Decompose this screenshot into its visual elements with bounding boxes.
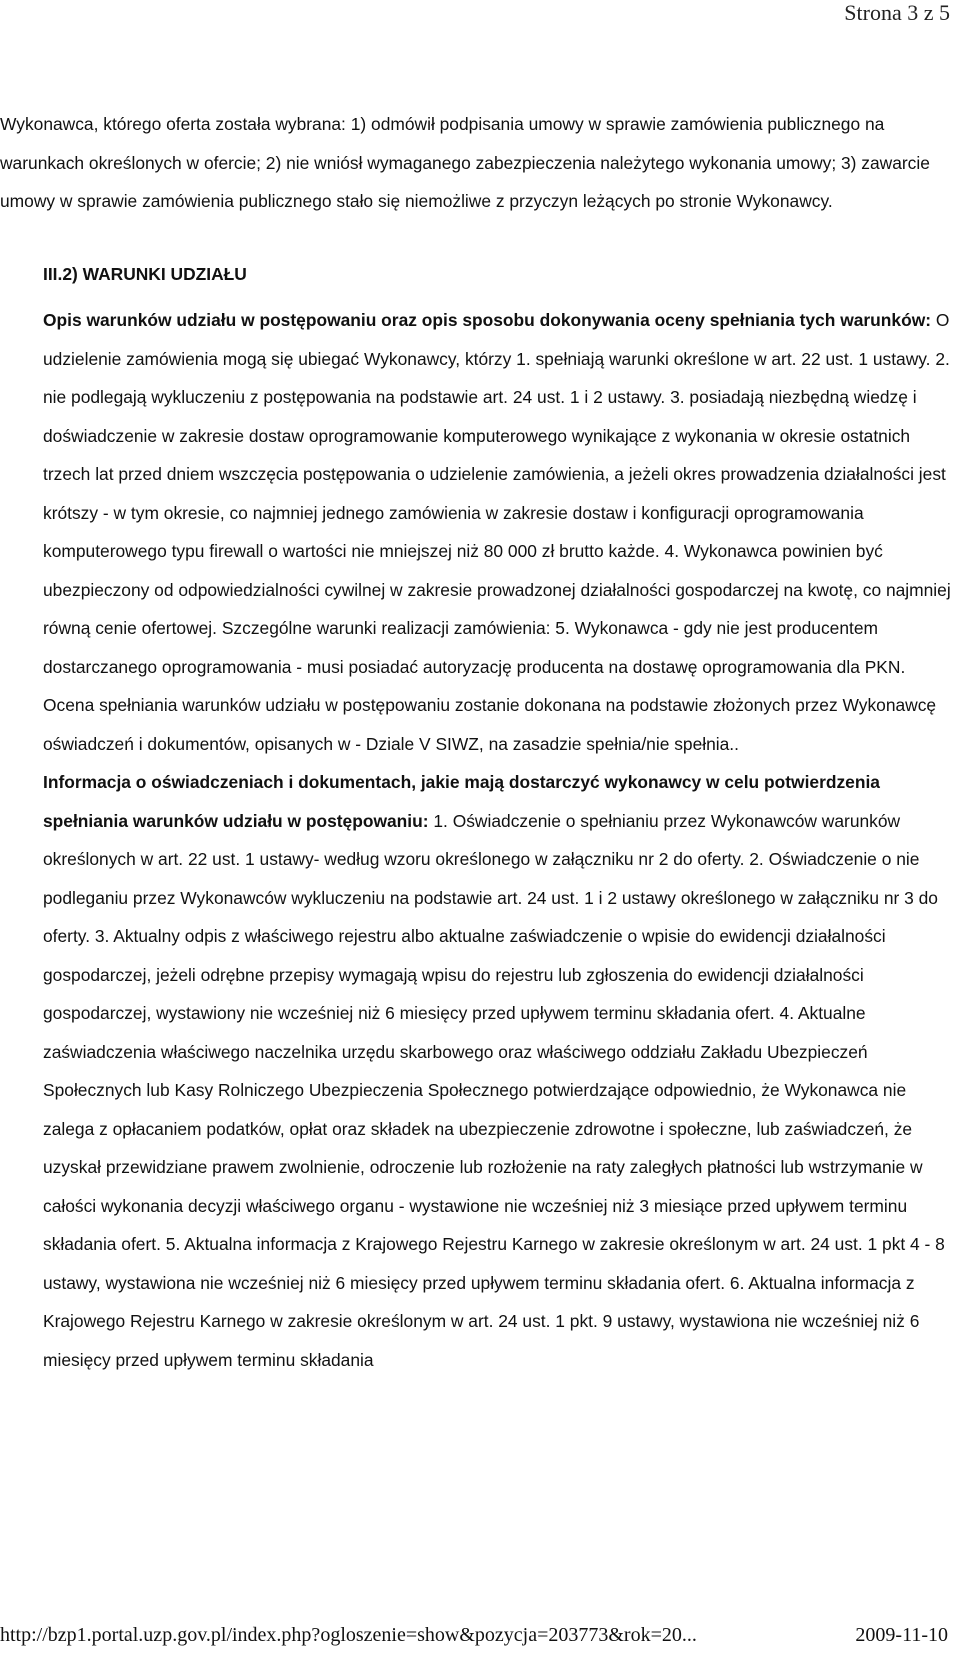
documents-paragraph (43, 763, 955, 1379)
footer-date: 2009-11-10 (855, 1624, 948, 1646)
conditions-label: Opis warunków udziału w postępowaniu oraz opis sposobu dokonywania oceny spełniania tych warunków: (43, 310, 932, 330)
conditions-text: O udzielenie zamówienia mogą się ubiegać Wykonawcy, którzy 1. spełniają warunki określone w art. 22 ust. 1 ustawy. 2. nie podlegają wykluczeniu z postępowania na podstawie art. 24 ust. 1 i 2 ustawy. 3. posiadają niezbędną wiedzę i doświadczenie w zakresie dostaw oprogramowanie komputerowego wynikające z wykonania w okresie ostatnich trzech lat przed dniem wszczęcia postępowania o udzielenie zamówienia, a jeżeli okres prowadzenia działalności jest krótszy - w tym okresie, co najmniej jednego zamówienia w zakresie dostaw i konfiguracji oprogramowania komputerowego typu firewall o wartości nie mniejszej niż 80 000 zł brutto każde. 4. Wykonawca powinien być ubezpieczony od odpowiedzialności cywilnej w zakresie prowadzonej działalności gospodarczej na kwotę, co najmniej równą cenie ofertowej. Szczególne warunki realizacji zamówienia: 5. Wykonawca - gdy nie jest producentem dostarczanego oprogramowania - musi posiadać autoryzację producenta na dostawę oprogramowania dla PKN. Ocena spełniania warunków udziału w postępowaniu zostanie dokonana na podstawie złożonych przez Wykonawcę oświadczeń i dokumentów, opisanych w - Dziale V SIWZ, na zasadzie spełnia/nie spełnia.. (43, 310, 951, 754)
page-footer (0, 1624, 960, 1654)
documents-text: 1. Oświadczenie o spełnianiu przez Wykonawców warunków określonych w art. 22 ust. 1 ustawy- według wzoru określonego w załączniku nr 2 do oferty. 2. Oświadczenie o nie podleganiu przez Wykonawców wykluczeniu na podstawie art. 24 ust. 1 i 2 ustawy określonego w załączniku nr 3 do oferty. 3. Aktualny odpis z właściwego rejestru albo aktualne zaświadczenie o wpisie do ewidencji działalności gospodarczej, jeżeli odrębne przepisy wymagają wpisu do rejestru lub zgłoszenia do ewidencji działalności gospodarczej, wystawiony nie wcześniej niż 6 miesięcy przed upływem terminu składania ofert. 4. Aktualne zaświadczenia właściwego naczelnika urzędu skarbowego oraz właściwego oddziału Zakładu Ubezpieczeń Społecznych lub Kasy Rolniczego Ubezpieczenia Społecznego potwierdzające odpowiednio, że Wykonawca nie zalega z opłacaniem podatków, opłat oraz składek na ubezpieczenie zdrowotne i społeczne, lub zaświadczeń, że uzyskał przewidziane prawem zwolnienie, odroczenie lub rozłożenie na raty zaległych płatności lub wstrzymanie w całości wykonania decyzji właściwego organu - wystawione nie wcześniej niż 3 miesiące przed upływem terminu składania ofert. 5. Aktualna informacja z Krajowego Rejestru Karnego w zakresie określonym w art. 24 ust. 1 pkt 4 - 8 ustawy, wystawiona nie wcześniej niż 6 miesięcy przed upływem terminu składania ofert. 6. Aktualna informacja z Krajowego Rejestru Karnego w zakresie określonym w art. 24 ust. 1 pkt. 9 ustawy, wystawiona nie wcześniej niż 6 miesięcy przed upływem terminu składania (43, 810, 945, 1370)
lead-paragraph: Wykonawca, którego oferta została wybrana: 1) odmówił podpisania umowy w sprawie zamówienia publicznego na warunkach określonych w ofercie; 2) nie wniósł wymaganego zabezpieczenia należytego wykonania umowy; 3) zawarcie umowy w sprawie zamówienia publicznego stało się niemożliwe z przyczyn leżących po stronie Wykonawcy. (0, 114, 930, 212)
footer-url[interactable]: http://bzp1.portal.uzp.gov.pl/index.php?ogloszenie=show&pozycja=203773&rok=20... (0, 1624, 697, 1646)
conditions-paragraph (43, 301, 955, 763)
section-body (43, 301, 955, 1379)
section-title: III.2) WARUNKI UDZIAŁU (43, 264, 247, 284)
page-number-label: Strona 3 z 5 (844, 0, 950, 25)
documents-label: Informacja o oświadczeniach i dokumentach, jakie mają dostarczyć wykonawcy w celu potwierdzenia spełniania warunków udziału w postępowaniu: (43, 772, 880, 831)
